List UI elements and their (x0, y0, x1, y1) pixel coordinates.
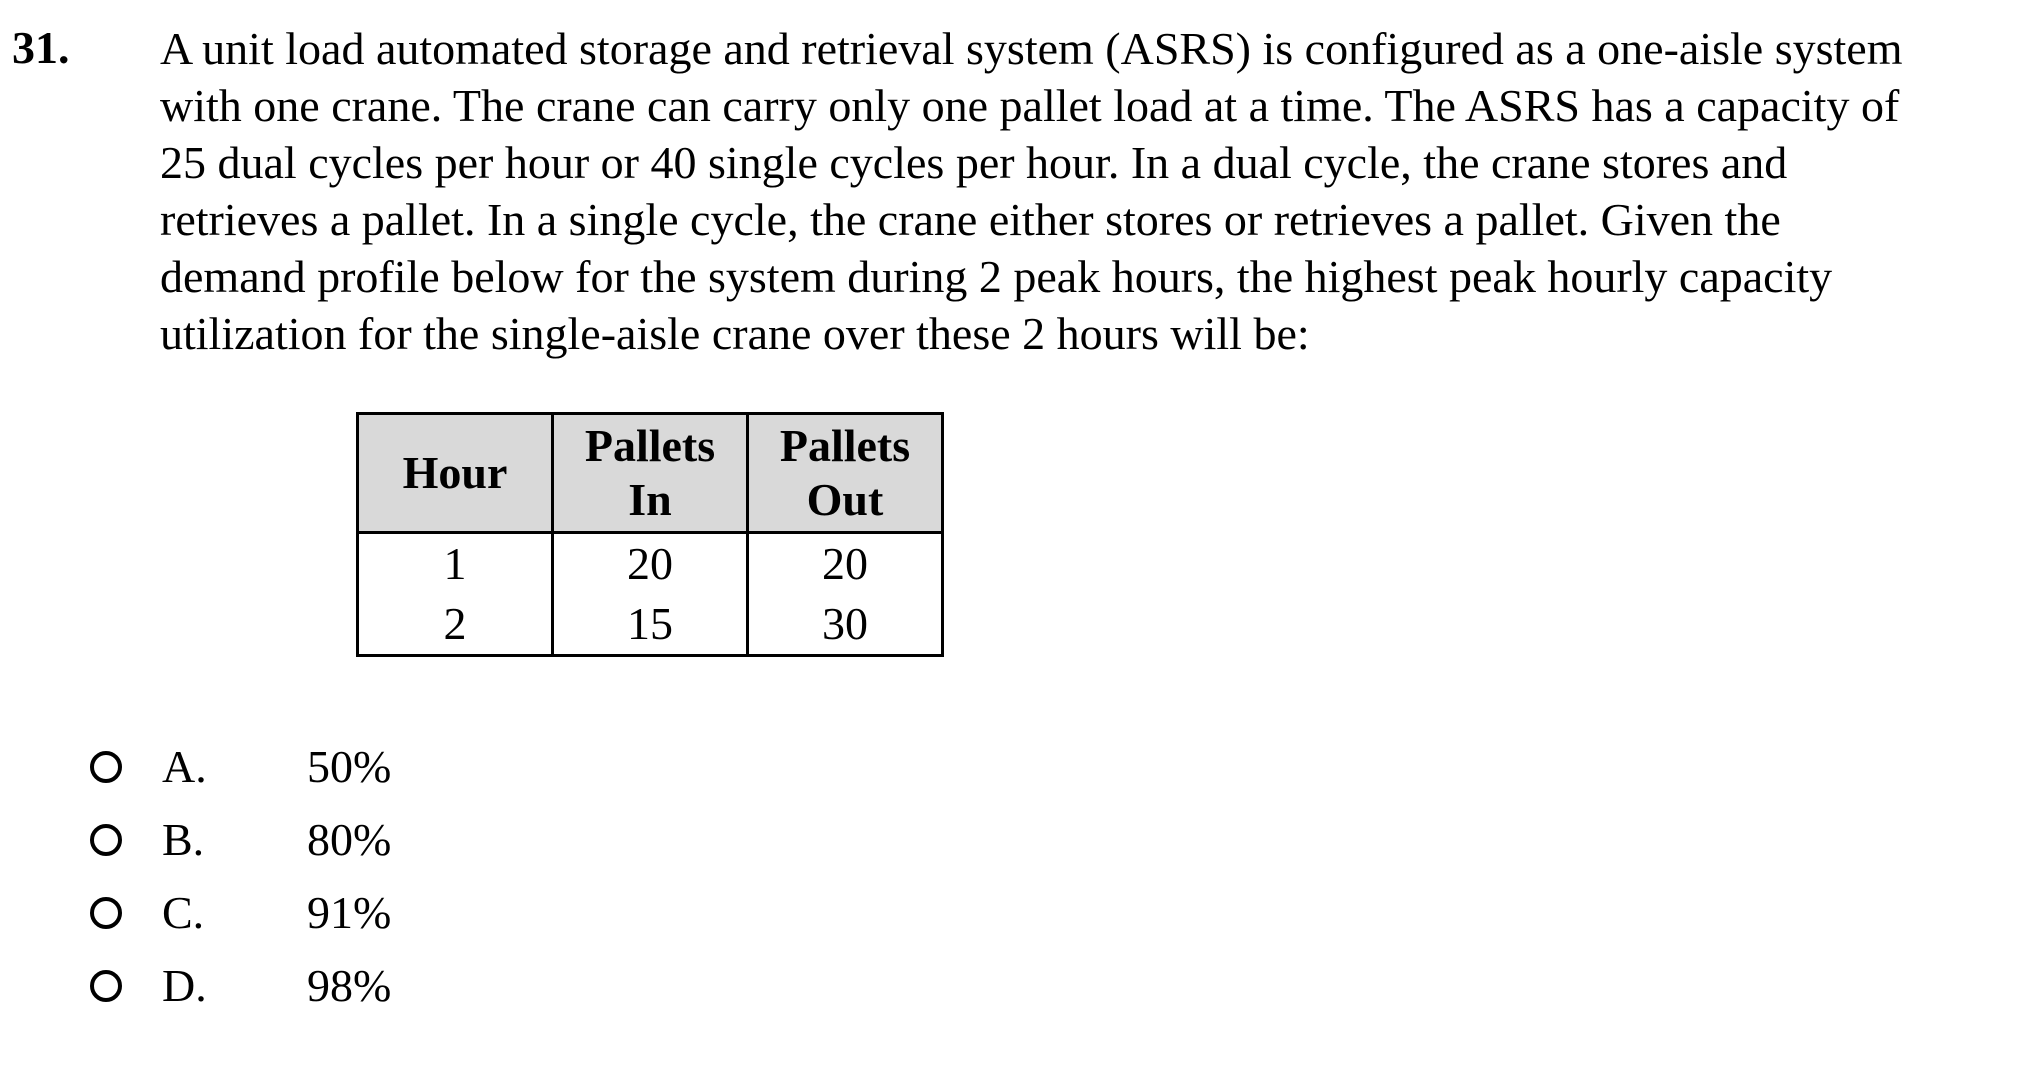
option-c[interactable] (90, 876, 391, 949)
cell-pallets-out: 20 (748, 533, 943, 595)
table-header-row (358, 414, 943, 533)
question-stem (160, 20, 2010, 362)
header-pallets-out (748, 414, 943, 533)
option-text: 50% (307, 741, 392, 792)
question-stem-line: utilization for the single-aisle crane over these 2 hours will be: (160, 308, 1310, 359)
header-hour (358, 414, 553, 533)
cell-pallets-out: 30 (748, 594, 943, 656)
question-stem-line: with one crane. The crane can carry only one pallet load at a time. The ASRS has a capacity of (160, 80, 1900, 131)
option-a[interactable] (90, 730, 391, 803)
option-d[interactable] (90, 949, 391, 1022)
option-letter: D. (162, 960, 207, 1011)
header-hour-label: Hour (402, 447, 508, 498)
table-row (358, 594, 943, 656)
header-pallets-out-line1: Pallets (779, 420, 911, 471)
header-pallets-in-line1: Pallets (584, 420, 716, 471)
question-stem-line: retrieves a pallet. In a single cycle, the crane either stores or retrieves a pallet. Given the (160, 194, 1781, 245)
answer-options (90, 730, 391, 1022)
option-text: 98% (307, 960, 392, 1011)
question-stem-line: A unit load automated storage and retrieval system (ASRS) is configured as a one-aisle system (160, 23, 1903, 74)
table-row (358, 533, 943, 595)
question-number: 31. (12, 22, 70, 73)
radio-icon[interactable] (90, 970, 122, 1002)
option-letter: B. (162, 814, 205, 865)
radio-icon[interactable] (90, 824, 122, 856)
option-b[interactable] (90, 803, 391, 876)
radio-icon[interactable] (90, 897, 122, 929)
option-letter: C. (162, 887, 205, 938)
demand-profile-table (356, 412, 944, 657)
question-stem-line: 25 dual cycles per hour or 40 single cycles per hour. In a dual cycle, the crane stores and (160, 137, 1788, 188)
cell-pallets-in: 20 (553, 533, 748, 595)
cell-hour: 1 (358, 533, 553, 595)
cell-hour: 2 (358, 594, 553, 656)
header-pallets-in-line2: In (628, 474, 672, 525)
option-text: 91% (307, 887, 392, 938)
option-text: 80% (307, 814, 392, 865)
radio-icon[interactable] (90, 751, 122, 783)
header-pallets-in (553, 414, 748, 533)
question-stem-line: demand profile below for the system during 2 peak hours, the highest peak hourly capacity (160, 251, 1833, 302)
option-letter: A. (162, 741, 207, 792)
header-pallets-out-line2: Out (806, 474, 884, 525)
cell-pallets-in: 15 (553, 594, 748, 656)
